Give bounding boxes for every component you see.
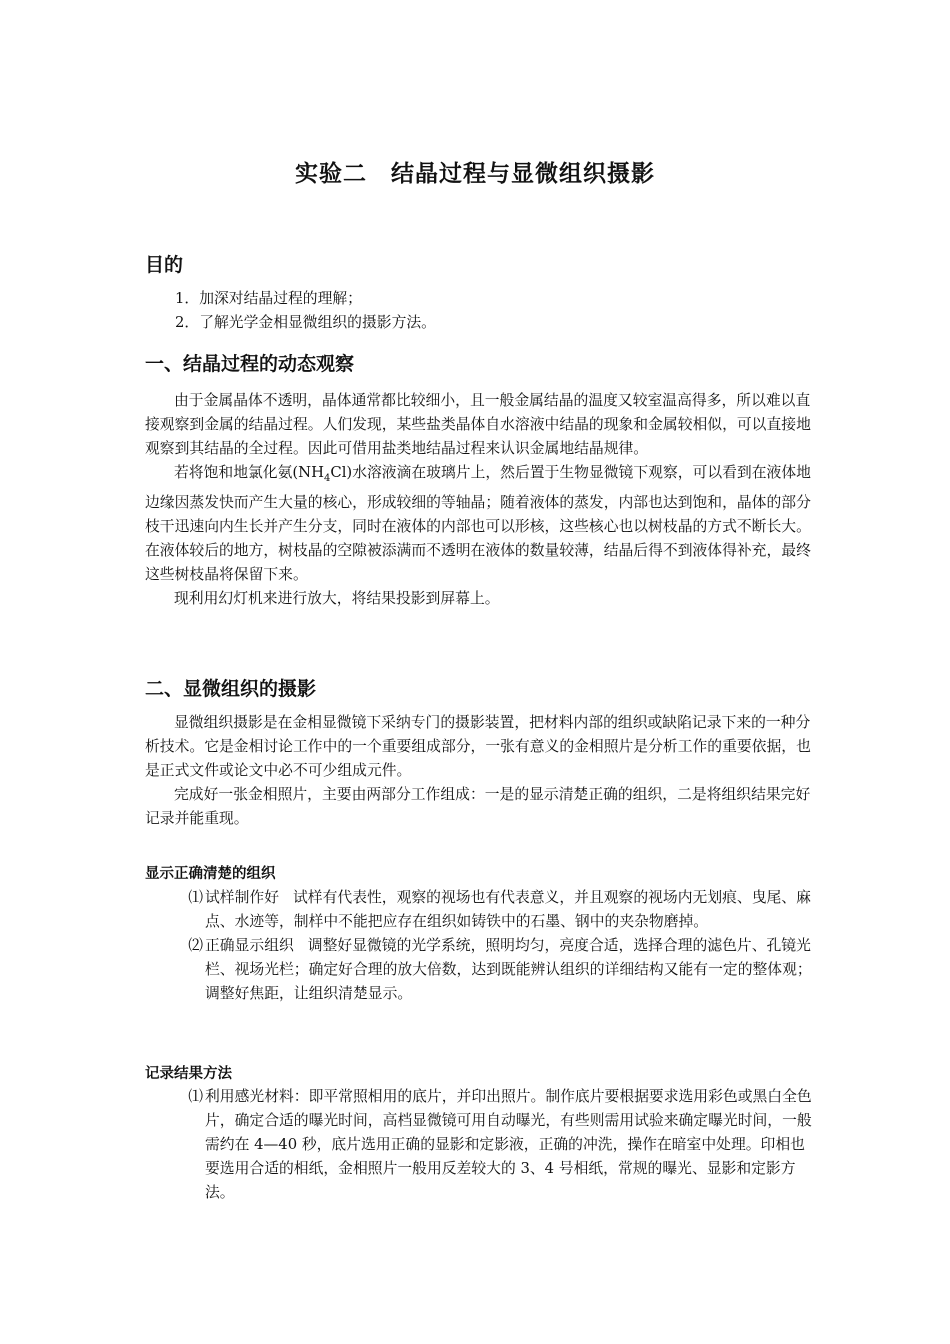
p2-text-start: 若将饱和地氯化氨(NH [174,464,324,481]
section-1-paragraph-2 [145,461,815,587]
p2-text-rest: Cl)水溶液滴在玻璃片上，然后置于生物显微镜下观察，可以看到在液体地边缘因蒸发快而产生大量的核心，形成较细的等轴晶；随着液体的蒸发，内部也达到饱和，晶体的部分枝干迅速向内生长并产生分支，同时在液体的内部也可以形核，这些核心也以树枝晶的方式不断长大。在液体较后的地方，树枝晶的空隙被添满而不透明在液体的数量较薄，结晶后得不到液体得补充，最终这些树枝晶将保留下来。 [145,464,811,583]
item-number: ⑴ [188,1088,203,1105]
section-1-paragraph-3: 现利用幻灯机来进行放大，将结果投影到屏幕上。 [174,589,500,607]
record-list [145,1085,815,1205]
p2-subscript: 4 [324,472,331,484]
purpose-list [145,287,815,335]
display-list [145,886,815,1006]
item-term: 正确显示组织 [205,937,294,954]
document-title: 实验二 结晶过程与显微组织摄影 [295,161,655,187]
item-number: ⑵ [188,937,203,954]
item-number: ⑴ [188,889,203,906]
item-text: 利用感光材料：即平常照相用的底片，并印出照片。制作底片要根据要求选用彩色或黑白全色片，确定合适的曝光时间，高档显微镜可用自动曝光，有些则需用试验来确定曝光时间，一般需约在 4—40 秒，底片选用正确的显影和定影液，正确的冲洗，操作在暗室中处理。印相也要选用合适的相纸，金相照片一般用反差较大的 3、4 号相纸，常规的曝光、显影和定影方法。 [205,1088,812,1201]
heading-section-2: 二、显微组织的摄影 [145,678,317,700]
heading-section-1: 一、结晶过程的动态观察 [145,353,355,375]
section-2-body [145,711,815,831]
purpose-item-1: 1．加深对结晶过程的理解； [175,290,362,307]
item-text-wrap [203,886,815,934]
item-term: 试样制作好 [205,889,279,906]
purpose-item-2: 2．了解光学金相显微组织的摄影方法。 [175,314,436,331]
section-2-paragraph-1: 显微组织摄影是在金相显微镜下采纳专门的摄影装置，把材料内部的组织或缺陷记录下来的一种分析技术。它是金相讨论工作中的一个重要组成部分，一张有意义的金相照片是分析工作的重要依据，也是正式文件或论文中必不可少组成元件。 [145,714,811,779]
subheading-record: 记录结果方法 [145,1066,232,1082]
item-text-wrap [203,934,815,1006]
section-1-body [145,389,815,611]
subheading-display: 显示正确清楚的组织 [145,866,276,882]
item-text: 调整好显微镜的光学系统，照明均匀，亮度合适，选择合理的滤色片、孔镜光栏、视场光栏；确定好合理的放大倍数，达到既能辨认组织的详细结构又能有一定的整体观；调整好焦距，让组织清楚显示。 [205,937,812,1002]
section-1-paragraph-1: 由于金属晶体不透明，晶体通常都比较细小，且一般金属结晶的温度又较室温高得多，所以难以直接观察到金属的结晶过程。人们发现，某些盐类晶体自水溶液中结晶的现象和金属较相似，可以直接地观察到其结晶的全过程。因此可借用盐类地结晶过程来认识金属地结晶规律。 [145,392,811,457]
section-2-paragraph-2: 完成好一张金相照片，主要由两部分工作组成：一是的显示清楚正确的组织，二是将组织结果完好记录并能重现。 [145,786,811,827]
display-item-2 [145,934,815,1006]
heading-purpose: 目的 [145,254,184,276]
record-item-1 [145,1085,815,1205]
display-item-1 [145,886,815,934]
item-text: 试样有代表性，观察的视场也有代表意义，并且观察的视场内无划痕、曳尾、麻点、水迹等，制样中不能把应存在组织如铸铁中的石墨、钢中的夹杂物磨掉。 [205,889,811,930]
